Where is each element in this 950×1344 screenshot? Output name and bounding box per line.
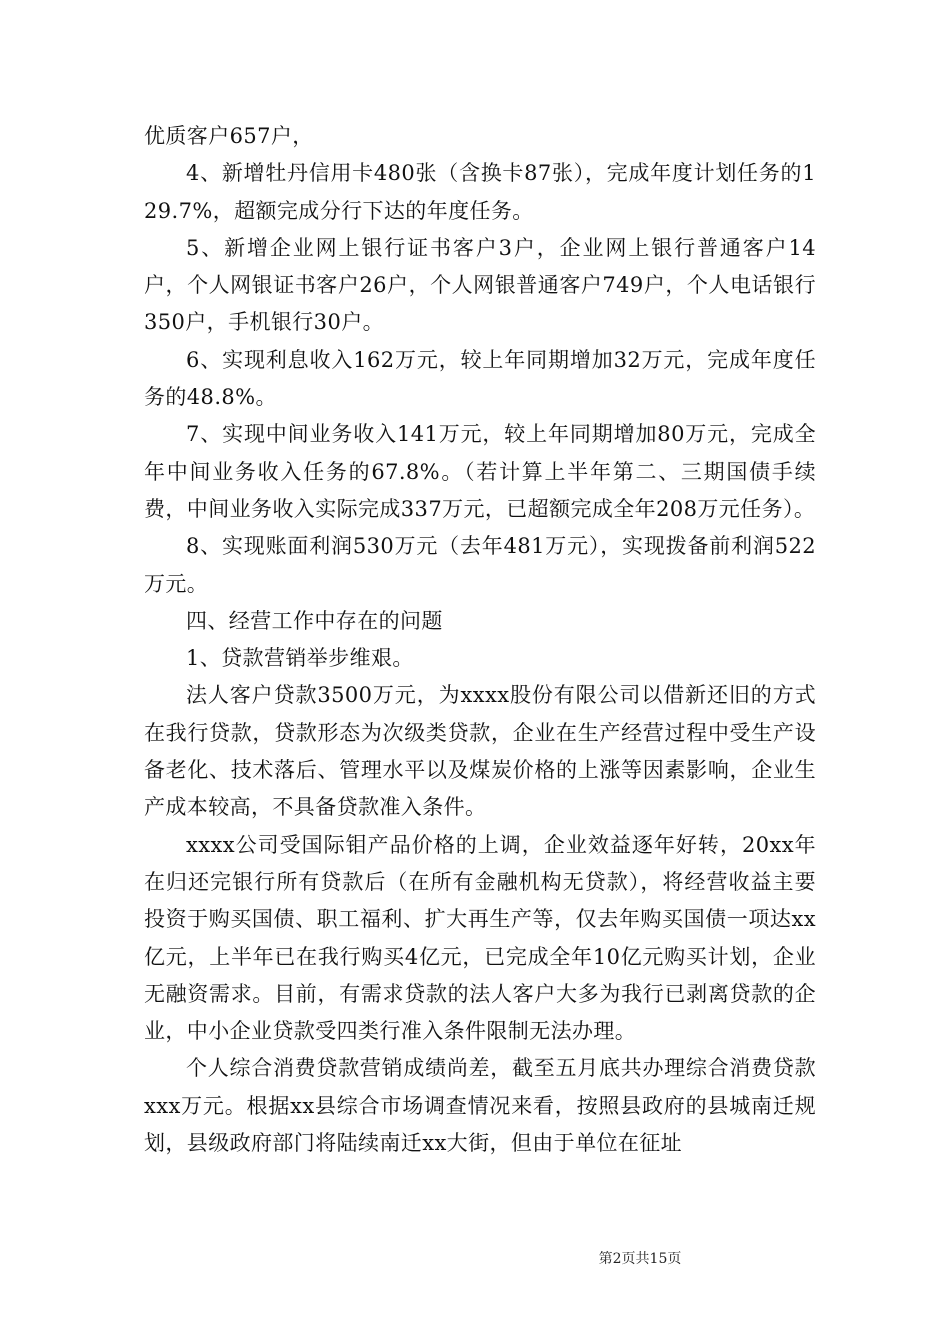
paragraph-continuation: 优质客户657户， xyxy=(144,124,314,148)
paragraph-profit: 8、实现账面利润530万元（去年481万元），实现拨备前利润522万元。 xyxy=(144,534,816,596)
paragraph-company-case: xxxx公司受国际钼产品价格的上调，企业效益逐年好转，20xx年在归还完银行所有贷款后（在所有金融机构无贷款），将经营收益主要投资于购买国债、职工福利、扩大再生产等，仅去年购买国债一项达xx亿元，上半年已在我行购买4亿元，已完成全年10亿元购买计划，企业无融资需求。目前，有需求贷款的法人客户大多为我行已剥离贷款的企业，中小企业贷款受四类行准入条件限制无法办理。 xyxy=(144,832,816,1044)
document-body xyxy=(144,118,816,1162)
paragraph-credit-card: 4、新增牡丹信用卡480张（含换卡87张），完成年度计划任务的129.7%，超额完成分行下达的年度任务。 xyxy=(144,161,816,223)
paragraph-corporate-loans: 法人客户贷款3500万元，为xxxx股份有限公司以借新还旧的方式在我行贷款，贷款形态为次级类贷款，企业在生产经营过程中受生产设备老化、技术落后、管理水平以及煤炭价格的上涨等因素影响，企业生产成本较高，不具备贷款准入条件。 xyxy=(144,683,816,820)
section-heading-problems: 四、经营工作中存在的问题 xyxy=(186,608,443,633)
subheading-loan-marketing: 1、贷款营销举步维艰。 xyxy=(186,646,414,671)
paragraph-online-banking: 5、新增企业网上银行证书客户3户，企业网上银行普通客户14户，个人网银证书客户26户，个人网银普通客户749户，个人电话银行350户，手机银行30户。 xyxy=(144,235,816,335)
paragraph-intermediate-income: 7、实现中间业务收入141万元，较上年同期增加80万元，完成全年中间业务收入任务的67.8%。（若计算上半年第二、三期国债手续费，中间业务收入实际完成337万元，已超额完成全年208万元任务）。 xyxy=(144,422,816,521)
page-number-footer: 第2页共15页 xyxy=(598,1251,682,1267)
paragraph-consumer-loans: 个人综合消费贷款营销成绩尚差，截至五月底共办理综合消费贷款xxx万元。根据xx县综合市场调查情况来看，按照县政府的县城南迁规划，县级政府部门将陆续南迁xx大街，但由于单位在征址 xyxy=(144,1056,816,1156)
paragraph-interest-income: 6、实现利息收入162万元，较上年同期增加32万元，完成年度任务的48.8%。 xyxy=(144,347,816,410)
